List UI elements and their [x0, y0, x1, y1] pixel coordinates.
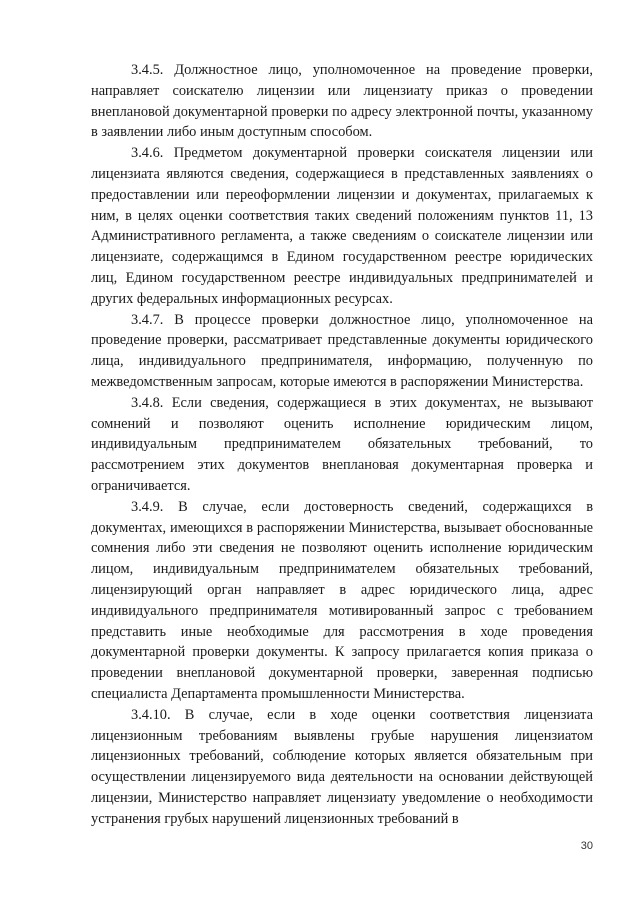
document-body — [91, 60, 593, 829]
paragraph-3-4-5: 3.4.5. Должностное лицо, уполномоченное на проведение проверки, направляет соискателю лицензии или лицензиату приказ о проведении внеплановой документарной проверки по адресу электронной почты, указанному в заявлении либо иным доступным способом. — [91, 62, 593, 141]
paragraph-3-4-10: 3.4.10. В случае, если в ходе оценки соответствия лицензиата лицензионным требованиям выявлены грубые нарушения лицензиатом лицензионных требований, соблюдение которых является обязательным при осуществлении лицензируемого вида деятельности на основании действующей лицензии, Министерство направляет лицензиату уведомление о необходимости устранения грубых нарушений лицензионных требований в — [91, 706, 593, 827]
paragraph-3-4-7: 3.4.7. В процессе проверки должностное лицо, уполномоченное на проведение проверки, рассматривает представленные документы юридического лица, индивидуального предпринимателя, информацию, полученную по межведомственным запросам, которые имеются в распоряжении Министерства. — [91, 311, 593, 390]
paragraph-3-4-6: 3.4.6. Предметом документарной проверки соискателя лицензии или лицензиата являются сведения, содержащиеся в представленных заявлениях о предоставлении или переоформлении лицензии и документах, прилагаемых к ним, в целях оценки соответствия таких сведений положениям пунктов 11, 13 Административного регламента, а также сведениям о соискателе лицензии или лицензиате, содержащимся в Едином государственном реестре юридических лиц, Едином государственном реестре индивидуальных предпринимателей и других федеральных информационных ресурсах. — [91, 145, 593, 307]
paragraph-3-4-8: 3.4.8. Если сведения, содержащиеся в этих документах, не вызывают сомнений и позволяют оценить исполнение юридическим лицом, индивидуальным предпринимателем обязательных требований, то рассмотрением этих документов внеплановая документарная проверка и ограничивается. — [91, 394, 593, 494]
paragraph-3-4-9: 3.4.9. В случае, если достоверность сведений, содержащихся в документах, имеющихся в распоряжении Министерства, вызывает обоснованные сомнения либо эти сведения не позволяют оценить исполнение юридическим лицом, индивидуальным предпринимателем обязательных требований, лицензирующий орган направляет в адрес юридического лица, адрес индивидуального предпринимателя мотивированный запрос с требованием представить иные необходимые для рассмотрения в ходе проведения документарной проверки документы. К запросу прилагается копия приказа о проведении внеплановой документарной проверки, заверенная подписью специалиста Департамента промышленности Министерства. — [91, 498, 593, 702]
page-number: 30 — [580, 840, 593, 852]
